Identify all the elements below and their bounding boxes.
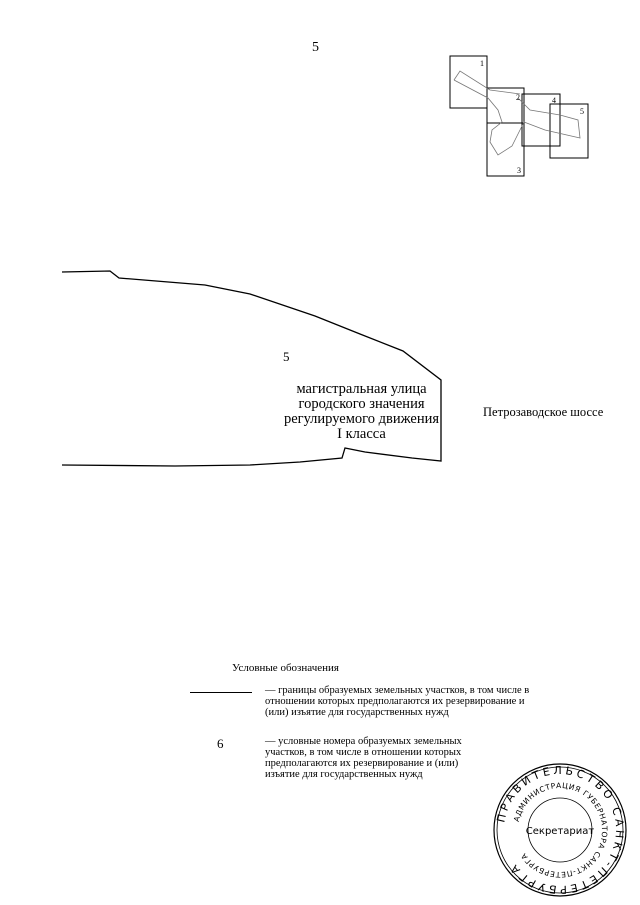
legend-boundary-symbol (190, 692, 252, 693)
legend-item-boundary: — границы образуемых земельных участков, в том числе в отношении которых предполагаются их резервирование и (или) изъятие для государственных нужд (265, 685, 530, 718)
legend-number-symbol: 6 (217, 736, 224, 751)
index-label-4: 4 (552, 96, 556, 105)
index-label-2: 2 (516, 93, 520, 102)
stamp-center-text: Секретариат (525, 826, 595, 837)
stamp-inner-text: АДМИНИСТРАЦИЯ ГУБЕРНАТОРА САНКТ-ПЕТЕРБУРГА (511, 780, 610, 880)
index-label-3: 3 (517, 166, 521, 175)
street-label (274, 382, 449, 442)
parcel-number: 5 (283, 349, 290, 364)
street-label-line: I класса (337, 426, 386, 442)
page-number: 5 (312, 40, 319, 55)
stamp-outer-text: ПРАВИТЕЛЬСТВО САНКТ-ПЕТЕРБУРГА (494, 763, 627, 897)
highway-label: Петрозаводское шоссе (483, 405, 604, 419)
street-label-line: магистральная улица (296, 381, 427, 397)
street-label-line: городского значения (298, 396, 425, 412)
index-label-1: 1 (480, 59, 484, 68)
legend-item-number: — условные номера образуемых земельных участков, в том числе в отношении которых предполагаются их резервирование и (или) изъятие для государственных нужд (265, 736, 462, 780)
legend-title: Условные обозначения (232, 662, 339, 674)
official-stamp (490, 760, 630, 900)
index-label-5: 5 (580, 107, 584, 116)
street-label-line: регулируемого движения (283, 411, 440, 427)
